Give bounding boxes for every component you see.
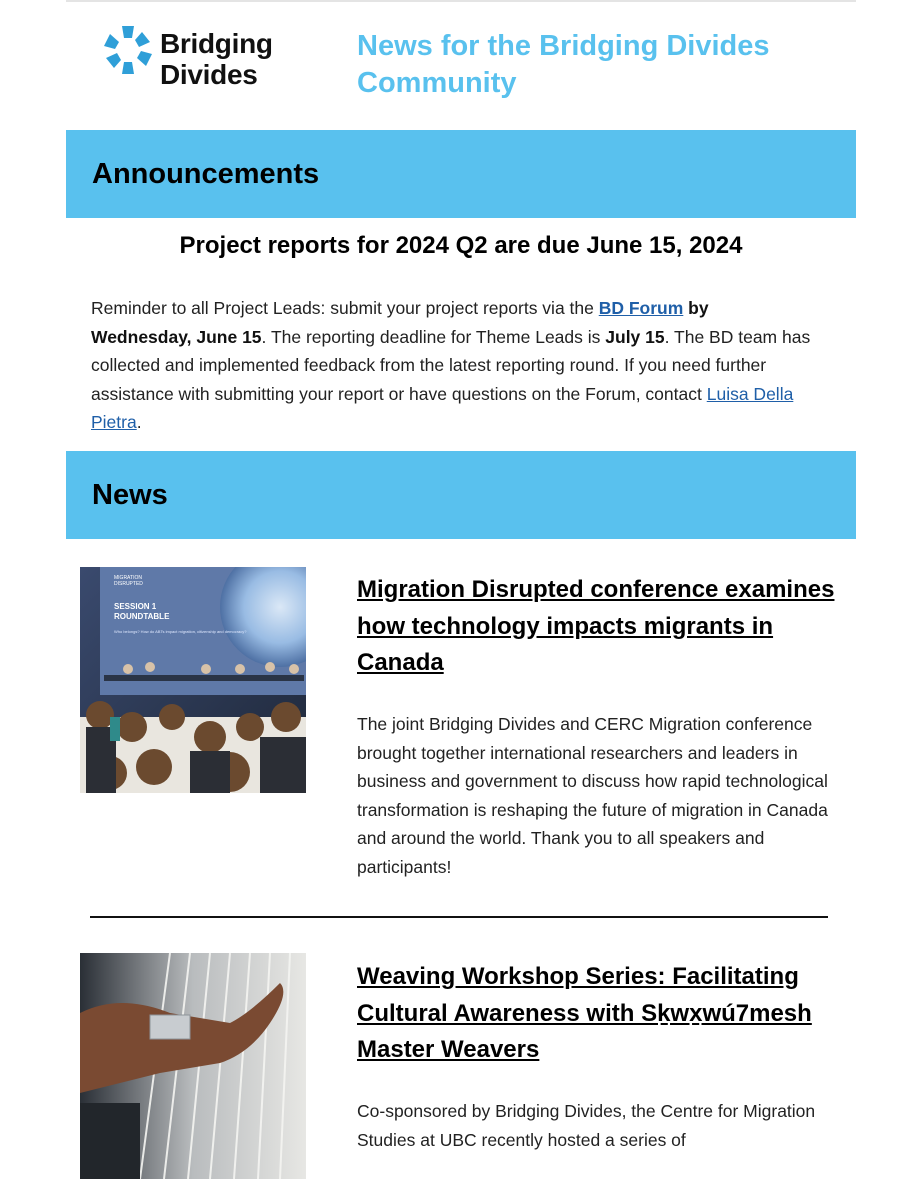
ann-text-1: Reminder to all Project Leads: submit your project reports via the: [91, 298, 599, 318]
announcements-section-bar: [66, 130, 856, 218]
ann-text-5: . The BD team has collected and implemented feedback from the latest reporting round. If you need further assistance with submitting your report or have questions on the Forum, contact: [91, 326, 811, 404]
logo-line2: Divides: [160, 59, 258, 90]
slide-question: Who belongs? How do ABTs impact migration, citizenship and democracy?: [114, 629, 247, 634]
ann-text-3: . The reporting deadline for Theme Leads is: [261, 326, 606, 347]
contact-link[interactable]: Luisa Della Pietra: [91, 383, 794, 432]
slide-session: SESSION 1: [114, 602, 157, 611]
announcement-body: [91, 294, 811, 437]
weaving-photo[interactable]: [80, 953, 306, 1179]
slide-title-line2: DISRUPTED: [114, 581, 143, 587]
announcement-headline: Project reports for 2024 Q2 are due June 15, 2024: [179, 232, 743, 259]
news-section-bar: [66, 451, 856, 539]
newsletter-header: [66, 0, 856, 130]
ann-text-6: .: [136, 412, 142, 432]
article-body: Co-sponsored by Bridging Divides, the Centre for Migration Studies at UBC recently hosted a series of: [357, 1101, 816, 1150]
ann-deadline-date: by Wednesday, June 15: [91, 298, 709, 347]
news-heading: News: [92, 479, 168, 511]
conference-photo[interactable]: [80, 567, 306, 793]
article-title-link[interactable]: Migration Disrupted conference examines how technology impacts migrants in Canada: [357, 576, 835, 676]
brand-logo[interactable]: [102, 24, 302, 94]
article-body: The joint Bridging Divides and CERC Migration conference brought together international researchers and leaders in business and government to discuss how rapid technological transformation is reshaping the future of migration in Canada and around the world. Thank you to all speakers and participants!: [357, 714, 828, 877]
slide-roundtable: ROUNDTABLE: [114, 612, 170, 621]
logo-line1: Bridging: [160, 28, 273, 59]
announcements-heading: Announcements: [92, 158, 320, 190]
newsletter-title: News for the Bridging Divides Community: [357, 30, 770, 99]
weaving-photo-image: [80, 953, 306, 1179]
brand-wordmark: [160, 28, 273, 90]
article-title-link[interactable]: Weaving Workshop Series: Facilitating Cultural Awareness with Sḵwx̱wú7mesh Master Weavers: [357, 963, 812, 1063]
bridging-divides-logo-icon: [102, 24, 154, 76]
bd-forum-link[interactable]: BD Forum: [598, 298, 684, 318]
ann-theme-deadline: July 15: [605, 326, 665, 347]
article-divider: [90, 916, 828, 918]
slide-title-line1: MIGRATION: [114, 575, 142, 581]
conference-photo-image: [80, 567, 306, 793]
